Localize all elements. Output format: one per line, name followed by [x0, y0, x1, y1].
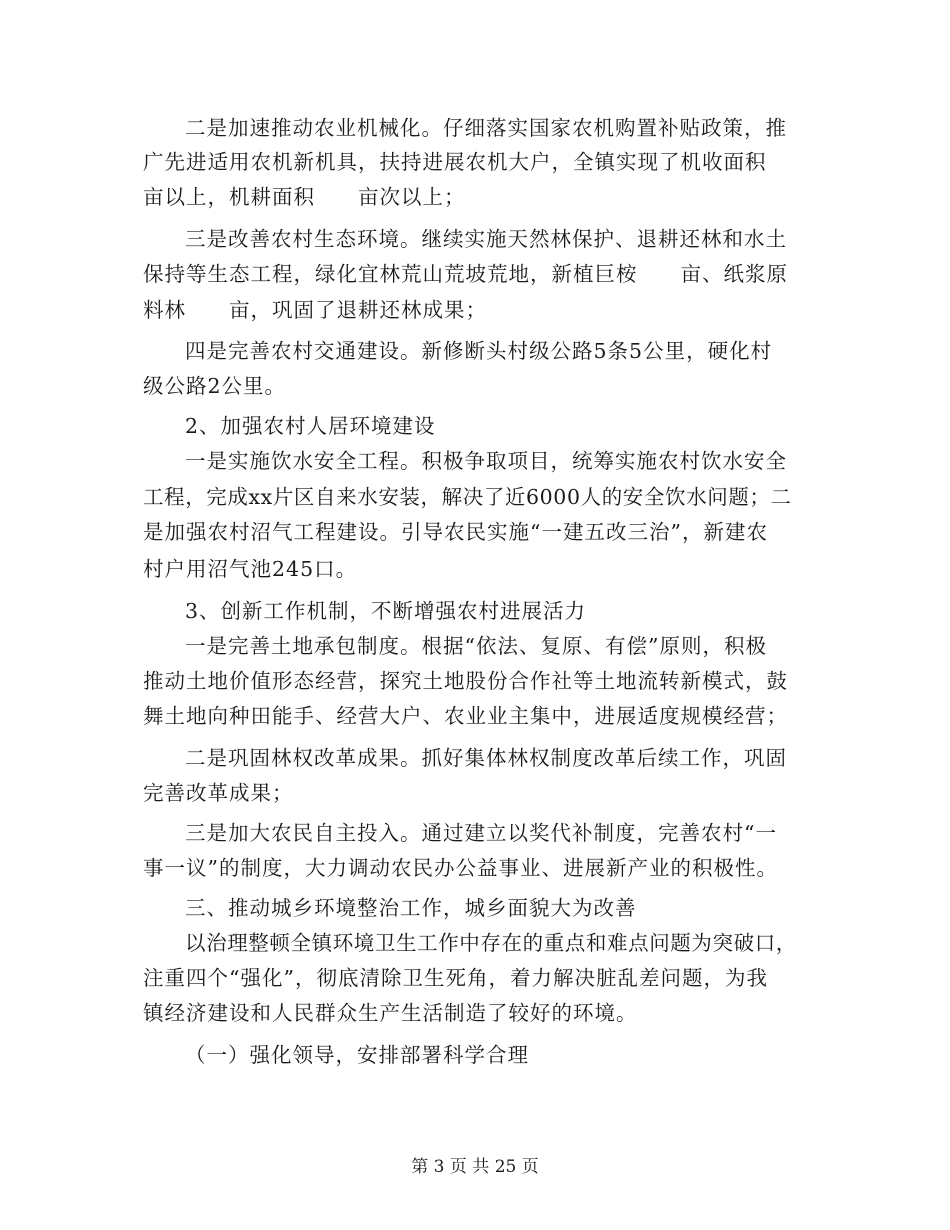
- text-line: 一是实施饮水安全工程。积极争取项目，统筹实施农村饮水安全: [185, 449, 787, 473]
- section-heading: 2、加强农村人居环境建设: [185, 414, 436, 438]
- section-heading: 三、推动城乡环境整治工作，城乡面貌大为改善: [185, 896, 637, 920]
- text-line: 是加强农村沼气工程建设。引导农民实施“一建五改三治”，新建农: [143, 520, 768, 544]
- text-line: 广先进适用农机新机具，扶持进展农机大户，全镇实现了机收面积: [143, 150, 767, 174]
- text-line: 事一议”的制度，大力调动农民办公益事业、进展新产业的积极性。: [143, 856, 778, 880]
- text-line: 二是巩固林权改革成果。抓好集体林权制度改革后续工作，巩固: [185, 746, 787, 770]
- text-line: 三是加大农民自主投入。通过建立以奖代补制度，完善农村“一: [185, 821, 777, 845]
- text-line: 以治理整顿全镇环境卫生工作中存在的重点和难点问题为突破口，: [185, 931, 797, 955]
- section-heading: 3、创新工作机制，不断增强农村进展活力: [185, 599, 587, 623]
- text-line: 料林 亩，巩固了退耕还林成果；: [143, 298, 487, 322]
- text-line: 保持等生态工程，绿化宜林荒山荒坡荒地，新植巨桉 亩、纸浆原: [143, 262, 788, 286]
- text-line: 注重四个“强化”，彻底清除卫生死角，着力解决脏乱差问题，为我: [143, 966, 768, 990]
- subsection-heading: （一）强化领导，安排部署科学合理: [185, 1043, 529, 1067]
- text-line: 镇经济建设和人民群众生产生活制造了较好的环境。: [143, 1001, 638, 1025]
- text-line: 完善改革成果；: [143, 781, 294, 805]
- text-line: 工程，完成xx片区自来水安装，解决了近6000人的安全饮水问题；二: [143, 485, 792, 509]
- text-line: 级公路2公里。: [143, 374, 287, 398]
- text-line: 三是改善农村生态环境。继续实施天然林保护、退耕还林和水土: [185, 227, 787, 251]
- text-line: 四是完善农村交通建设。新修断头村级公路5条5公里，硬化村: [185, 339, 773, 363]
- page-number-footer: 第 3 页 共 25 页: [411, 1157, 539, 1177]
- text-line: 亩以上，机耕面积 亩次以上；: [143, 185, 466, 209]
- text-line: 一是完善土地承包制度。根据“依法、复原、有偿”原则，积极: [185, 634, 767, 658]
- text-line: 村户用沼气池245口。: [143, 557, 358, 581]
- text-line: 舞土地向种田能手、经营大户、农业业主集中，进展适度规模经营；: [143, 704, 788, 728]
- text-line: 推动土地价值形态经营，探究土地股份合作社等土地流转新模式，鼓: [143, 669, 788, 693]
- text-line: 二是加速推动农业机械化。仔细落实国家农机购置补贴政策，推: [185, 116, 787, 140]
